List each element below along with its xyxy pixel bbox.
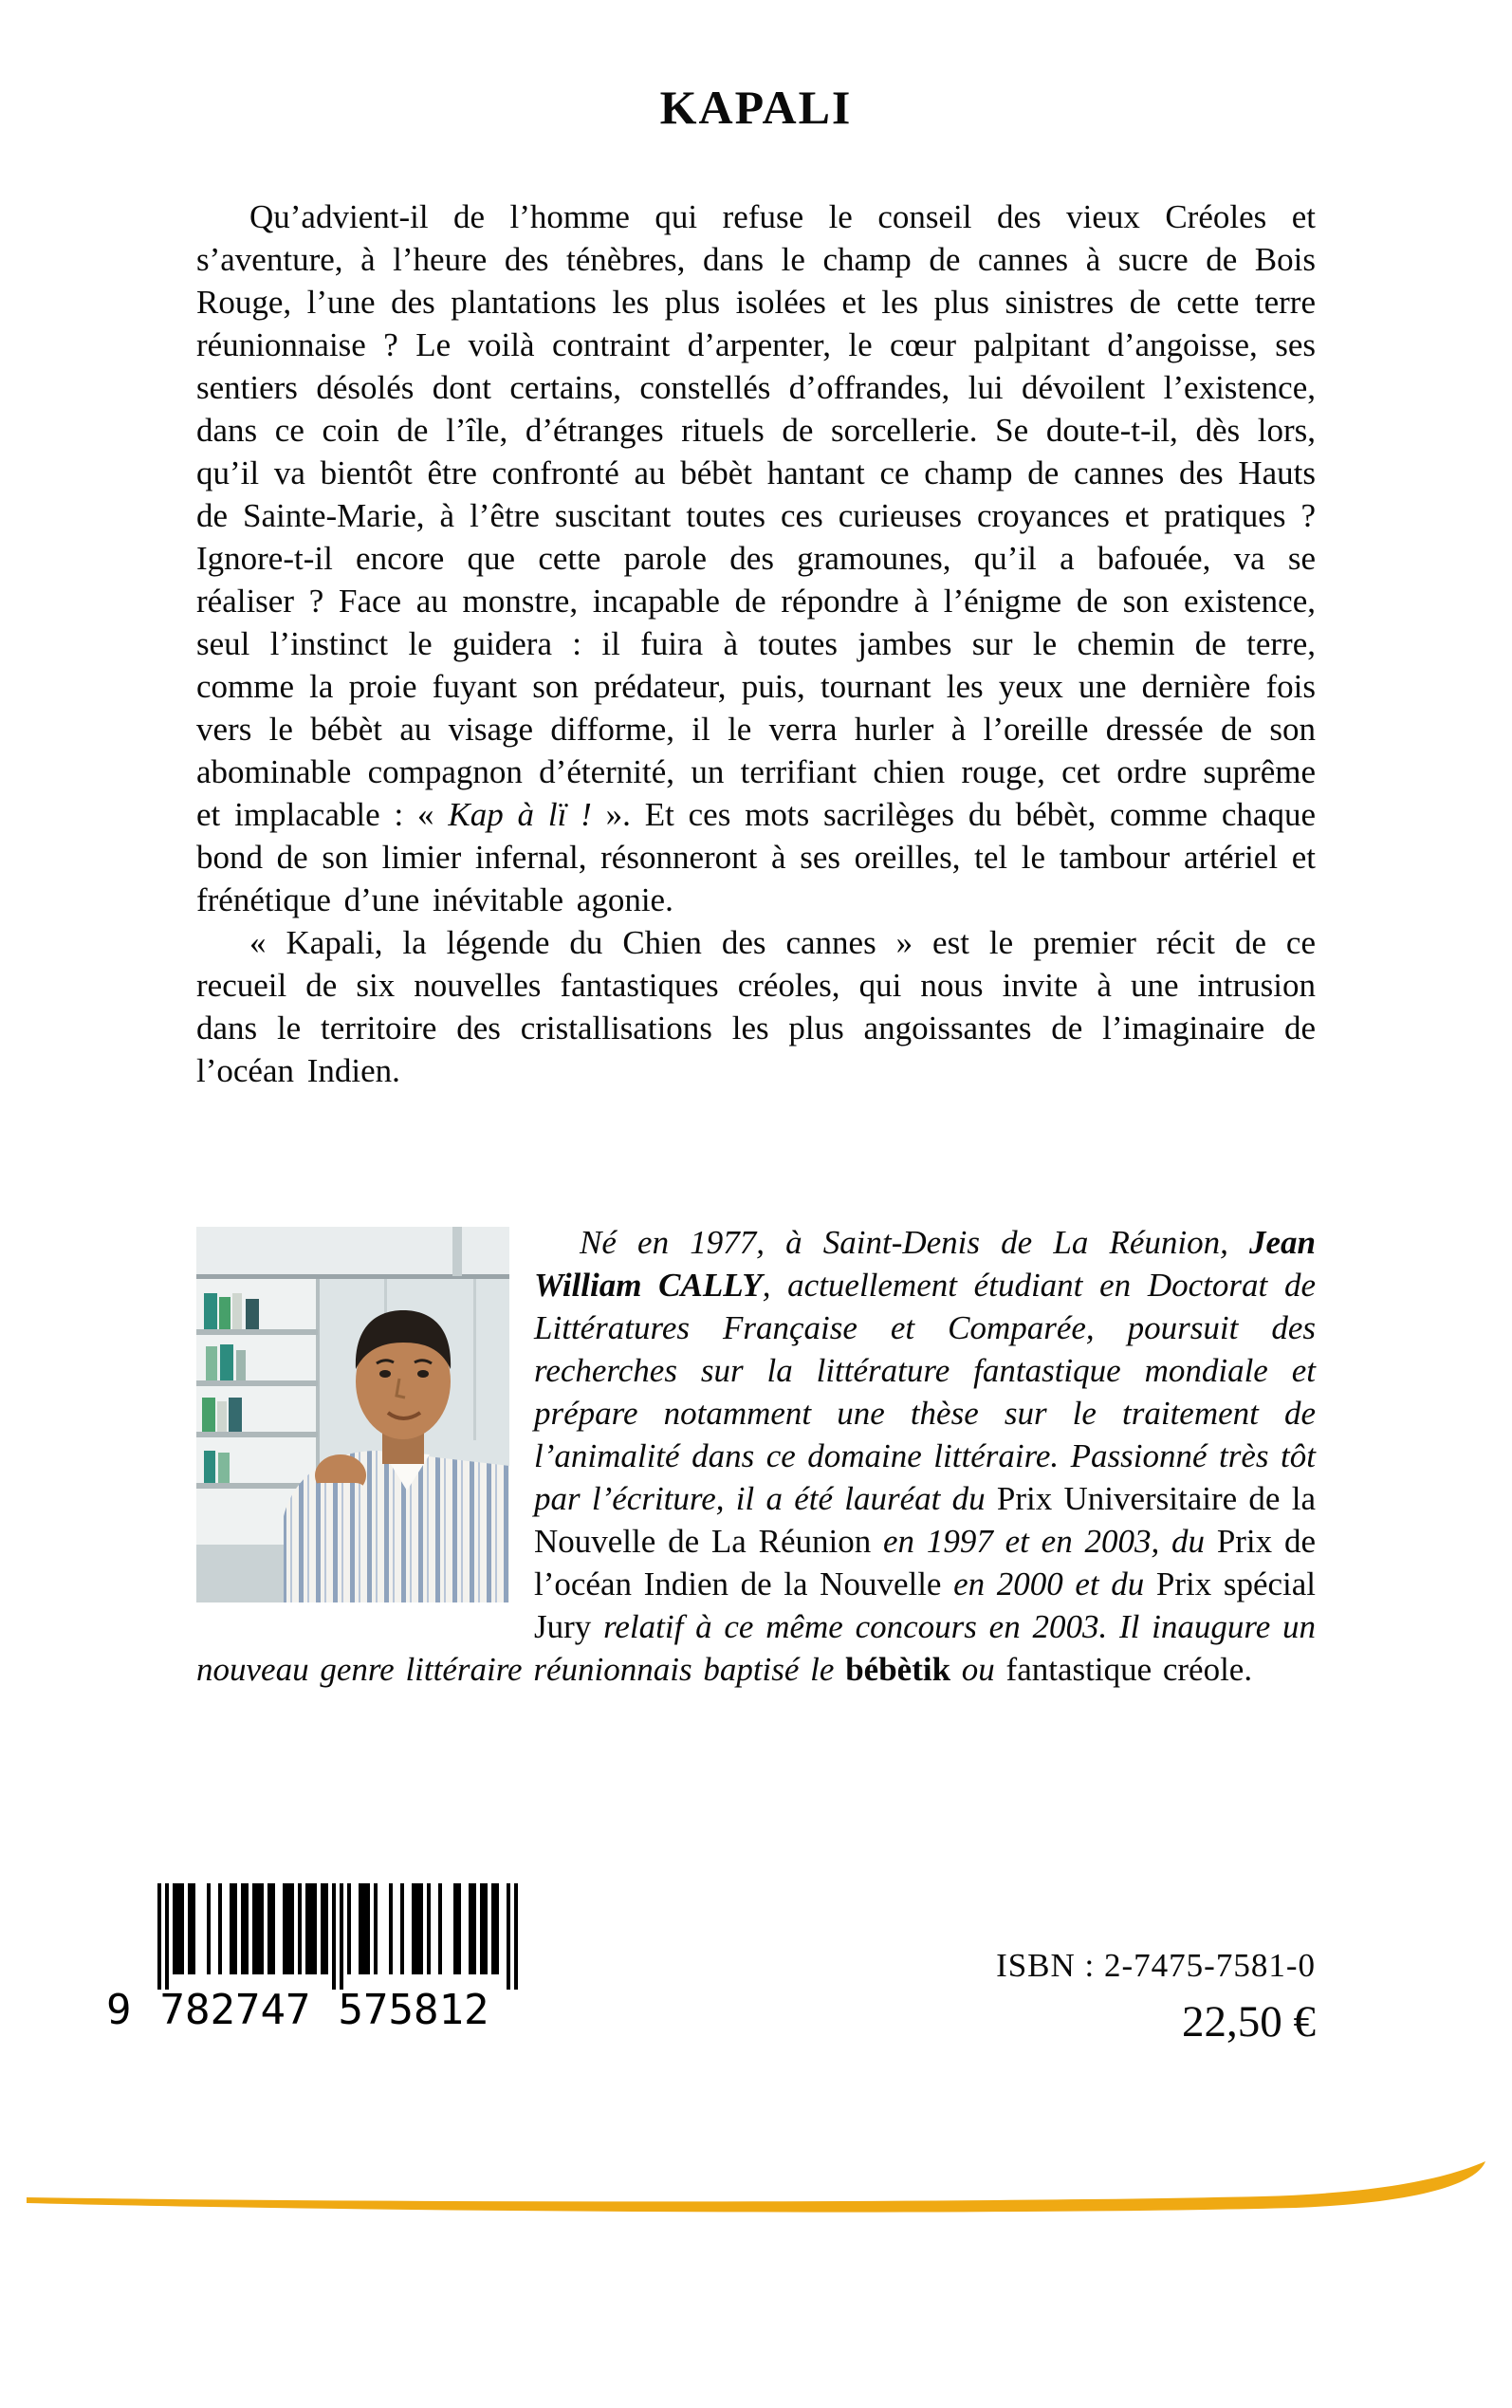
bio-segment: en 2000 et du <box>953 1565 1156 1602</box>
price: 22,50 € <box>1182 1997 1316 2047</box>
isbn: ISBN : 2-7475-7581-0 <box>996 1947 1316 1984</box>
synopsis-paragraph-1 <box>196 195 1316 921</box>
bio-segment: , actuellement étudiant en Doctorat de Littératures Française et Comparée, poursuit des recherches sur la littérature fantastique mondiale et prépare notamment une thèse sur le traitement de l’animalité dans ce domaine littéraire. Passionné très tôt par l’écriture, il a été lauréat du <box>534 1267 1316 1517</box>
barcode <box>106 1883 529 2034</box>
collection-swoosh <box>0 2156 1512 2222</box>
barcode-digits <box>106 1986 529 2034</box>
swoosh-line <box>27 2161 1485 2213</box>
barcode-digit-first: 9 <box>106 1986 132 2034</box>
photo-ceiling <box>196 1227 509 1276</box>
bio-segment: Né en 1977, à Saint-Denis de La Réunion, <box>580 1224 1249 1261</box>
prize-name: Prix Universitaire de la Nouvelle de La Réunion <box>534 1480 1316 1560</box>
creole-phrase: Kap à lï ! <box>448 796 592 833</box>
prize-name: Prix spécial Jury <box>534 1565 1316 1645</box>
genre-term: bébètik <box>845 1651 951 1688</box>
prize-name: Prix de l’océan Indien de la Nouvelle <box>534 1523 1316 1602</box>
bio-segment: ou <box>950 1651 1006 1688</box>
author-bio <box>196 1221 1316 1691</box>
barcode-digits-right: 575812 <box>338 1986 489 2034</box>
author-photo <box>196 1227 509 1602</box>
bio-segment: en 1997 et en 2003, du <box>883 1523 1217 1560</box>
book-title: KAPALI <box>659 81 853 134</box>
synopsis-text-start: Qu’advient-il de l’homme qui refuse le conseil des vieux Créoles et s’aventure, à l’heure des ténèbres, dans le champ de cannes à sucre de Bois Rouge, l’une des plantations les plus isolées et les plus sinistres de cette terre réunionnaise ? Le voilà contraint d’arpenter, le cœur palpitant d’angoisse, ses sentiers désolés dont certains, constellés d’offrandes, lui dévoilent l’existence, dans ce coin de l’île, d’étranges rituels de sorcellerie. Se doute-t-il, dès lors, qu’il va bientôt être confronté au bébèt hantant ce champ de cannes des Hauts de Sainte-Marie, à l’être suscitant toutes ces curieuses croyances et pratiques ? Ignore-t-il encore que cette parole des gramounes, qu’il a bafouée, va se réaliser ? Face au monstre, incapable de répondre à l’énigme de son existence, seul l’instinct le guidera : il fuira à toutes jambes sur le chemin de terre, comme la proie fuyant son prédateur, puis, tournant les yeux une dernière fois vers le bébèt au visage difforme, il le verra hurler à l’oreille dressée de son abominable compagnon d’éternité, un terrifiant chien rouge, cet ordre suprême et implacable : « <box>196 198 1316 833</box>
genre-term-french: fantastique créole. <box>1005 1651 1253 1688</box>
bio-segment: relatif à ce même concours en 2003. Il inaugure un nouveau genre littéraire réunionnais baptisé le <box>196 1608 1317 1688</box>
synopsis <box>196 195 1316 1092</box>
author-name: Jean William CALLY <box>534 1224 1316 1304</box>
synopsis-text-end: ». Et ces mots sacrilèges du bébèt, comme chaque bond de son limier infernal, résonneront à ses oreilles, tel le tambour artériel et frénétique d’une inévitable agonie. <box>196 796 1316 918</box>
synopsis-paragraph-2: « Kapali, la légende du Chien des cannes » est le premier récit de ce recueil de six nouvelles fantastiques créoles, qui nous invite à une intrusion dans le territoire des cristallisations les plus angoissantes de l’imaginaire de l’océan Indien. <box>196 924 1316 1089</box>
barcode-bars <box>146 1883 529 1990</box>
barcode-digits-left: 782747 <box>159 1986 311 2034</box>
